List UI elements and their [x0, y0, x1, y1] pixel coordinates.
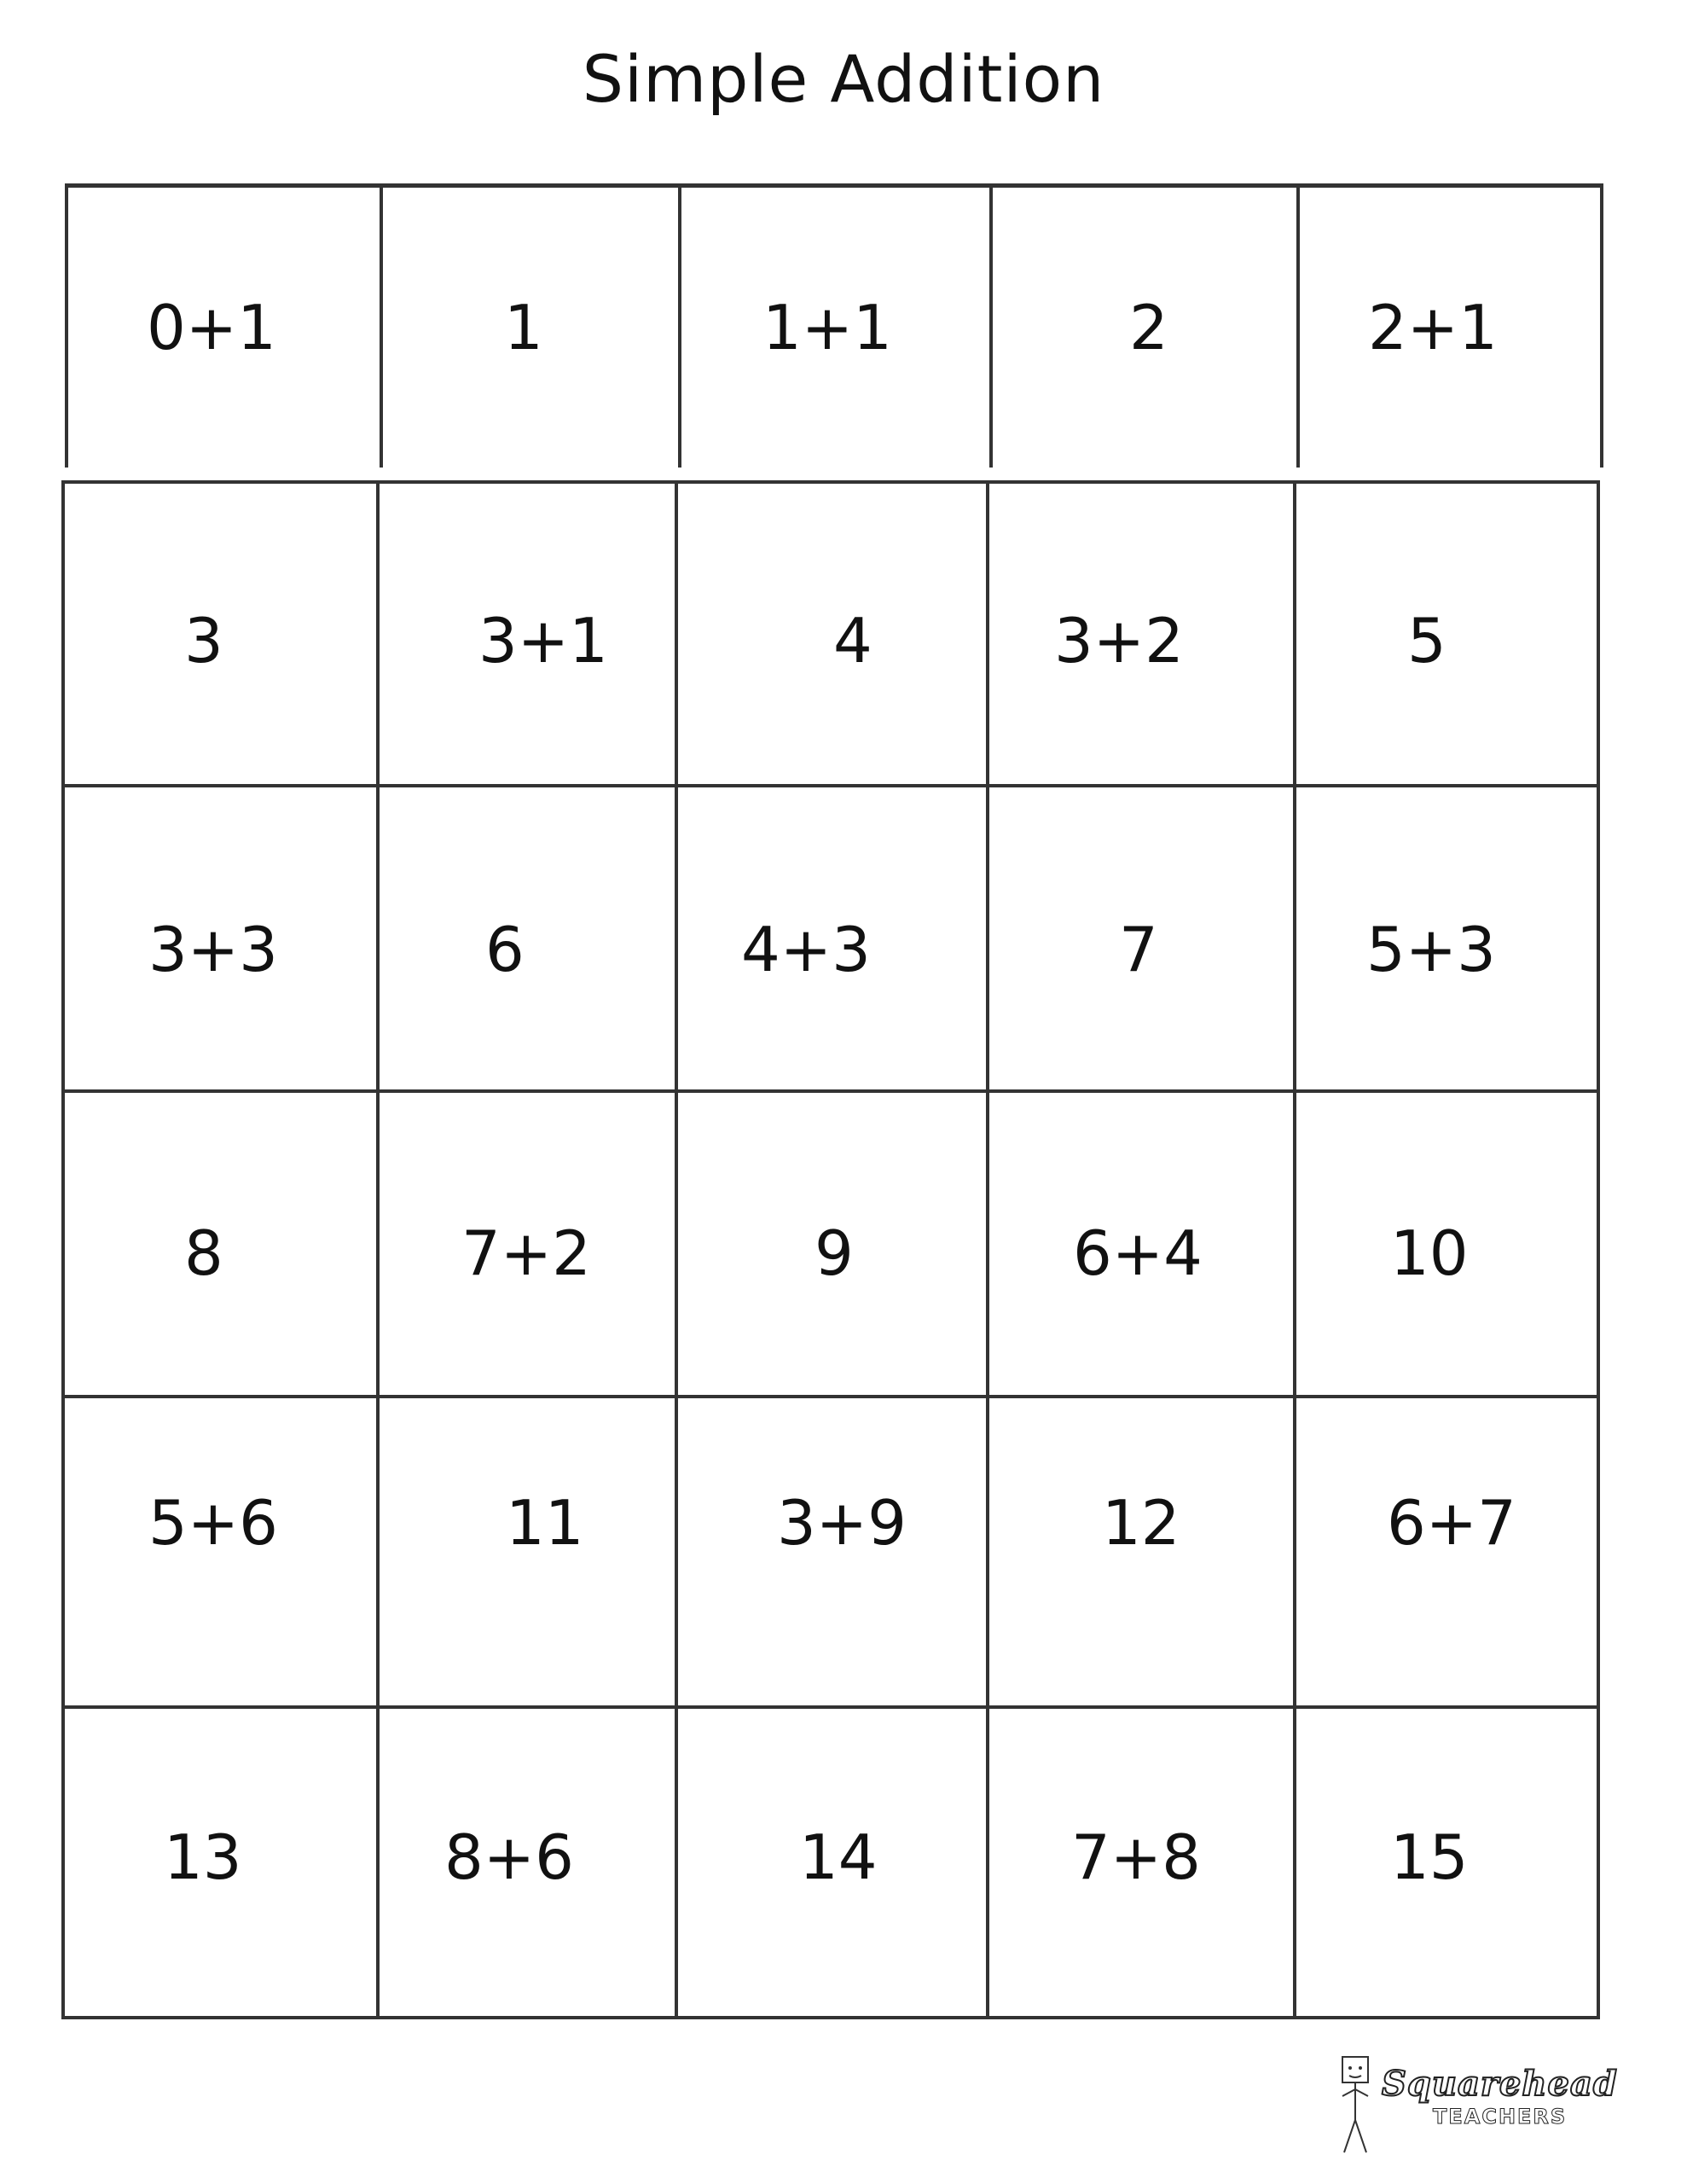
- grid-cell: [378, 1707, 676, 2018]
- grid-cell: [63, 786, 378, 1091]
- cell-text: 5: [1407, 605, 1446, 677]
- grid-cell: [63, 1397, 378, 1707]
- page-title: Simple Addition: [582, 41, 1105, 117]
- grid-cell: [381, 186, 680, 468]
- cell-text: 11: [506, 1487, 584, 1559]
- cell-text: 3: [184, 605, 223, 677]
- cell-text: 0+1: [147, 292, 276, 363]
- cell-text: 4: [833, 605, 872, 677]
- cell-text: 6: [485, 914, 525, 985]
- logo-sub-text: TEACHERS: [1433, 2105, 1568, 2129]
- logo-brand-text: Squarehead: [1382, 2064, 1618, 2104]
- grid-cell: [1295, 786, 1598, 1091]
- grid-cell: [988, 482, 1295, 786]
- grid-cell: [378, 482, 676, 786]
- cell-text: 9: [815, 1217, 854, 1289]
- grid-cell: [1298, 186, 1602, 468]
- cell-text: 6+4: [1073, 1217, 1203, 1289]
- cell-text: 8+6: [444, 1821, 574, 1893]
- cell-text: 3+2: [1054, 605, 1184, 677]
- cell-text: 10: [1390, 1217, 1469, 1289]
- grid-cell: [1295, 482, 1598, 786]
- grid-cell: [1295, 1397, 1598, 1707]
- grid-cell: [676, 786, 988, 1091]
- grid-cell: [378, 1397, 676, 1707]
- top-row-table: [65, 183, 1603, 468]
- cell-text: 12: [1102, 1487, 1180, 1559]
- grid-cell: [988, 1397, 1295, 1707]
- grid-cell: [676, 1397, 988, 1707]
- grid-cell: [676, 1091, 988, 1397]
- cell-text: 2+1: [1368, 292, 1498, 363]
- grid-cell: [63, 482, 378, 786]
- main-grid-table: [61, 480, 1600, 2019]
- grid-cell: [1295, 1707, 1598, 2018]
- cell-text: 8: [184, 1217, 223, 1289]
- grid-cell: [988, 786, 1295, 1091]
- grid-cell: [680, 186, 991, 468]
- cell-text: 1: [504, 292, 543, 363]
- cell-text: 3+3: [148, 914, 278, 985]
- grid-cell: [67, 186, 381, 468]
- cell-text: 5+3: [1366, 914, 1496, 985]
- grid-cell: [991, 186, 1298, 468]
- cell-text: 3+9: [777, 1487, 907, 1559]
- cell-text: 7: [1119, 914, 1158, 985]
- grid-cell: [988, 1707, 1295, 2018]
- cell-text: 1+1: [762, 292, 892, 363]
- cell-text: 13: [164, 1821, 242, 1893]
- grid-cell: [63, 1091, 378, 1397]
- grid-cell: [676, 1707, 988, 2018]
- cell-text: 15: [1390, 1821, 1469, 1893]
- cell-text: 7+2: [461, 1217, 591, 1289]
- cell-text: 7+8: [1071, 1821, 1201, 1893]
- grid-cell: [988, 1091, 1295, 1397]
- grid-cell: [63, 1707, 378, 2018]
- squarehead-character-icon: [1330, 2052, 1382, 2163]
- squarehead-teachers-logo: [1330, 2052, 1618, 2163]
- grid-cell: [676, 482, 988, 786]
- grid-cell: [1295, 1091, 1598, 1397]
- grid-cell: [378, 1091, 676, 1397]
- grid-cell: [378, 786, 676, 1091]
- cell-text: 2: [1129, 292, 1168, 363]
- cell-text: 4+3: [741, 914, 871, 985]
- cell-text: 6+7: [1387, 1487, 1516, 1559]
- cell-text: 3+1: [478, 605, 608, 677]
- cell-text: 14: [799, 1821, 878, 1893]
- cell-text: 5+6: [148, 1487, 278, 1559]
